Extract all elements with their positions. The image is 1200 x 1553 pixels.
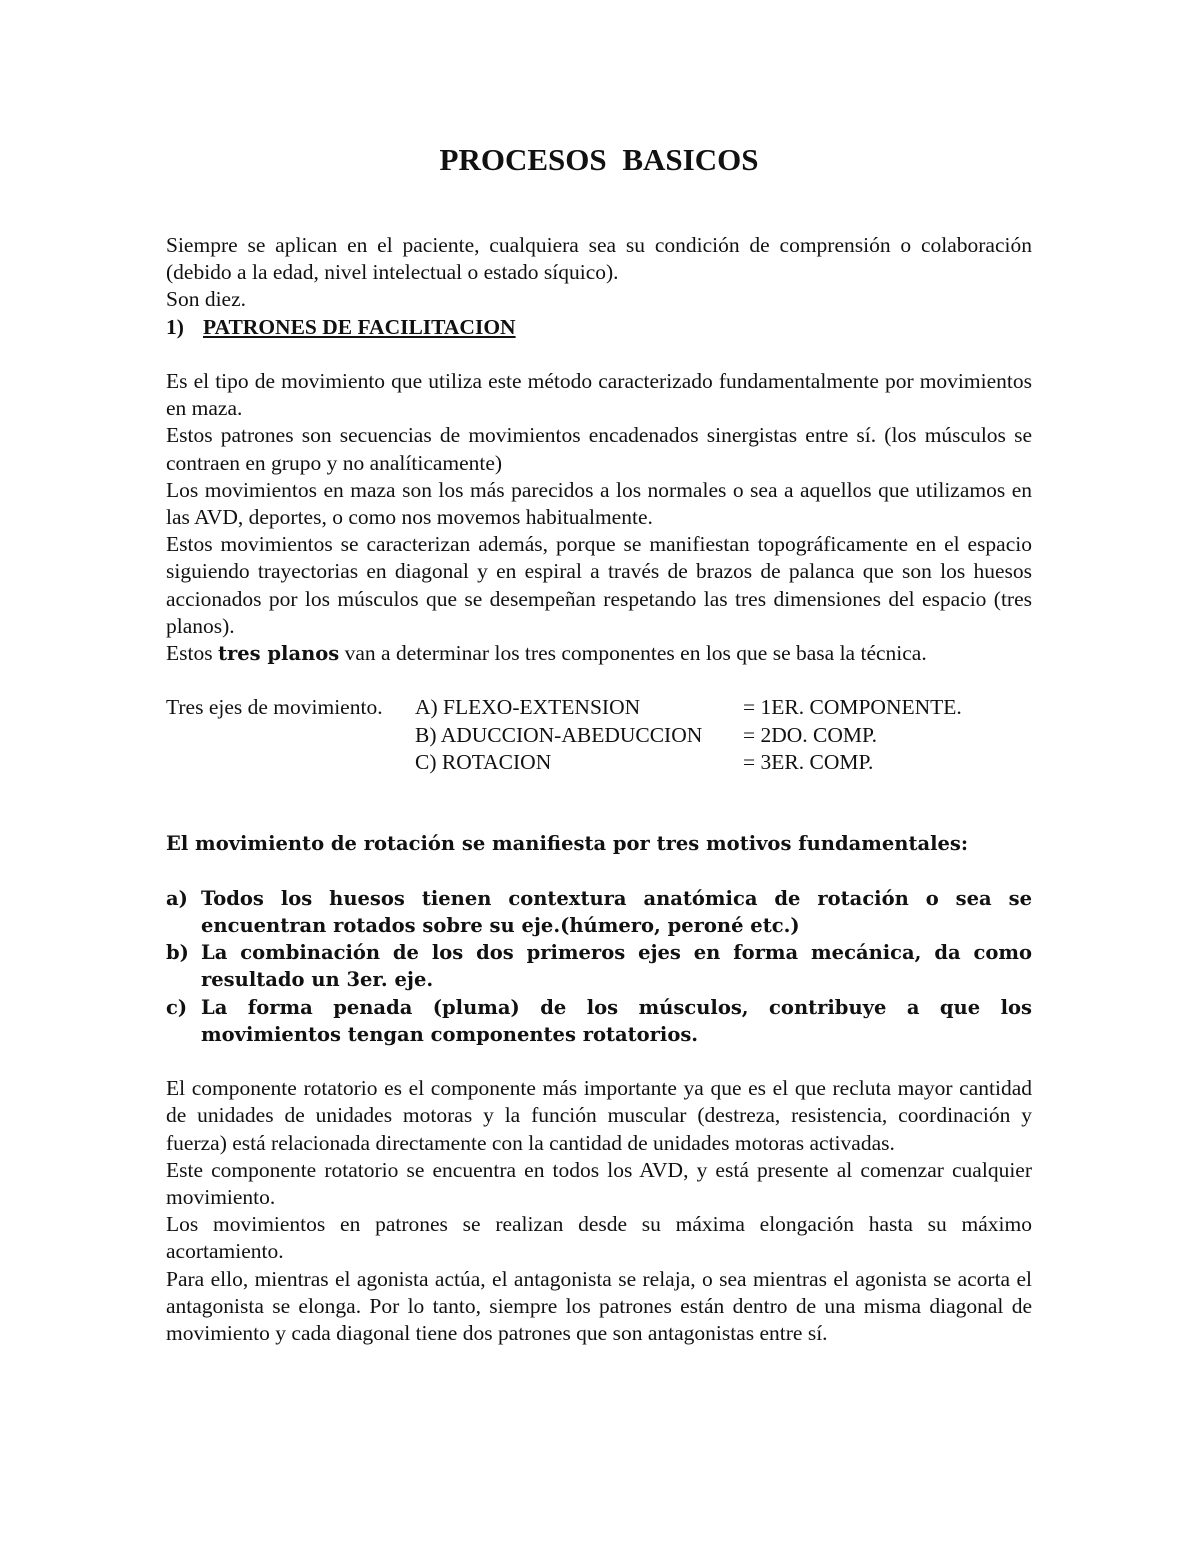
list-item bbox=[166, 885, 1032, 939]
axis-name: A) FLEXO-EXTENSION bbox=[415, 695, 641, 720]
list-item-text: Todos los huesos tienen contextura anatómica de rotación o sea se encuentran rotados sobre su eje.(húmero, peroné etc.) bbox=[201, 886, 1032, 937]
list-item-text: La combinación de los dos primeros ejes en forma mecánica, da como resultado un 3er. eje. bbox=[201, 941, 1032, 992]
paragraph: Para ello, mientras el agonista actúa, el antagonista se relaja, o sea mientras el agonista se acorta el antagonista se elonga. Por lo tanto, siempre los patrones están dentro de una misma diagonal de movimiento y cada diagonal tiene dos patrones que son antagonistas entre sí. bbox=[166, 1266, 1032, 1346]
list-item-letter: c) bbox=[166, 995, 188, 1019]
axis-value: = 1ER. COMPONENTE. bbox=[743, 695, 962, 720]
list-item bbox=[166, 939, 1032, 993]
list-item-letter: a) bbox=[166, 886, 188, 910]
section-number: 1) bbox=[166, 314, 184, 339]
axis-value: = 3ER. COMP. bbox=[743, 749, 874, 774]
intro-count: Son diez. bbox=[166, 287, 247, 312]
section-title: PATRONES DE FACILITACION bbox=[203, 314, 516, 339]
paragraph: Estos tres planos van a determinar los tres componentes en los que se basa la técnica. bbox=[166, 641, 927, 666]
intro-paragraph: Siempre se aplican en el paciente, cualquiera sea su condición de comprensión o colaboración (debido a la edad, nivel intelectual o estado síquico). bbox=[166, 233, 1032, 285]
axis-name: C) ROTACION bbox=[415, 749, 552, 774]
paragraph: Los movimientos en patrones se realizan desde su máxima elongación hasta su máximo acortamiento. bbox=[166, 1212, 1032, 1264]
rotation-intro: El movimiento de rotación se manifiesta por tres motivos fundamentales: bbox=[166, 832, 969, 856]
paragraph: Estos patrones son secuencias de movimientos encadenados sinergistas entre sí. (los músculos se contraen en grupo y no analíticamente) bbox=[166, 423, 1032, 475]
paragraph: El componente rotatorio es el componente más importante ya que es el que recluta mayor cantidad de unidades de unidades motoras y la función muscular (destreza, resistencia, coordinación y fuerza) está relacionada directamente con la cantidad de unidades motoras activadas. bbox=[166, 1076, 1032, 1155]
page-title: PROCESOS BASICOS bbox=[439, 142, 759, 177]
list-item-letter: b) bbox=[166, 941, 189, 965]
motives-list bbox=[166, 885, 1032, 1048]
paragraph: Este componente rotatorio se encuentra en todos los AVD, y está presente al comenzar cualquier movimiento. bbox=[166, 1157, 1032, 1210]
axis-name: B) ADUCCION-ABEDUCCION bbox=[415, 722, 703, 747]
paragraph: Los movimientos en maza son los más parecidos a los normales o sea a aquellos que utilizamos en las AVD, deportes, o como nos movemos habitualmente. bbox=[166, 477, 1032, 530]
section-heading bbox=[166, 314, 1032, 341]
list-item-text: La forma penada (pluma) de los músculos, contribuye a que los movimientos tengan componentes rotatorios. bbox=[201, 995, 1032, 1046]
axes-lead: Tres ejes de movimiento. bbox=[166, 695, 383, 720]
emphasis-text: tres planos bbox=[217, 642, 340, 666]
document-body bbox=[166, 140, 1032, 1347]
paragraph: Es el tipo de movimiento que utiliza este método caracterizado fundamentalmente por movimientos en maza. bbox=[166, 369, 1032, 421]
list-item bbox=[166, 994, 1032, 1048]
paragraph: Estos movimientos se caracterizan además, porque se manifiestan topográficamente en el espacio siguiendo trayectorias en diagonal y en espiral a través de brazos de palanca que son los huesos accionados por los músculos que se desempeñan respetando las tres dimensiones del espacio (tres planos). bbox=[166, 532, 1032, 638]
axis-value: = 2DO. COMP. bbox=[743, 722, 877, 747]
axes-table bbox=[166, 694, 1032, 776]
